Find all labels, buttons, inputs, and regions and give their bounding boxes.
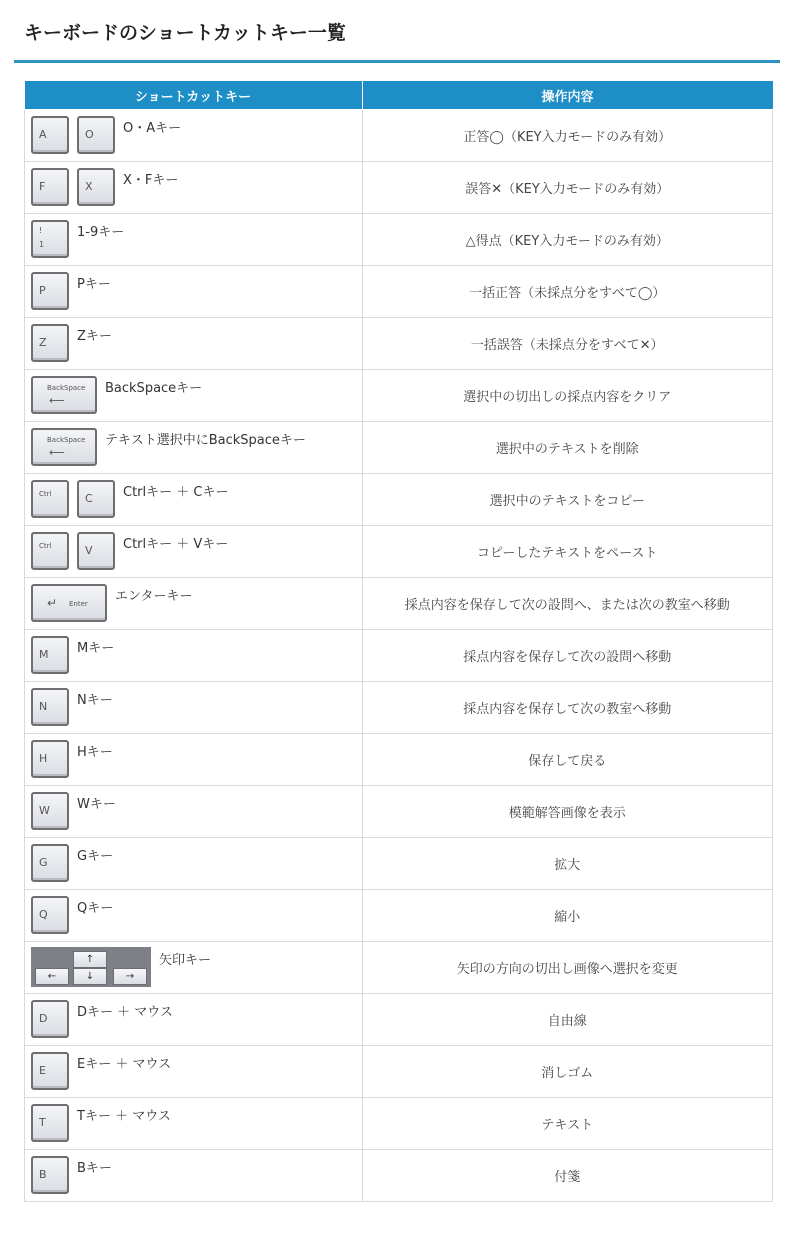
keycap-group xyxy=(31,220,69,258)
shortcut-key-cell xyxy=(25,786,363,838)
keycap-e-icon: E xyxy=(31,1052,69,1090)
shortcut-key-cell xyxy=(25,318,363,370)
operation-description: テキスト xyxy=(362,1098,773,1150)
shortcut-key-label: エンターキー xyxy=(115,589,193,604)
table-header-row xyxy=(25,81,773,110)
keycap-a-icon: A xyxy=(31,116,69,154)
shortcut-key-label: Dキー ＋ マウス xyxy=(77,1005,173,1020)
shortcut-key-label: Wキー xyxy=(77,797,116,812)
operation-description: 正答◯（KEY入力モードのみ有効） xyxy=(362,110,773,162)
operation-description: 誤答✕（KEY入力モードのみ有効） xyxy=(362,162,773,214)
keycap-group xyxy=(31,688,69,726)
keycap-group xyxy=(31,1052,69,1090)
operation-description: 採点内容を保存して次の教室へ移動 xyxy=(362,682,773,734)
keycap-b-icon: B xyxy=(31,1156,69,1194)
shortcut-key-label: Eキー ＋ マウス xyxy=(77,1057,172,1072)
shortcut-key-label: Zキー xyxy=(77,329,112,344)
keycap-ctrl-icon: Ctrl xyxy=(31,532,69,570)
operation-description: 選択中のテキストを削除 xyxy=(362,422,773,474)
arrow-right-key-icon: → xyxy=(113,968,147,985)
keycap-group xyxy=(31,1156,69,1194)
keycap-group xyxy=(31,636,69,674)
keycap-o-icon: O xyxy=(77,116,115,154)
shortcut-key-cell xyxy=(25,942,363,994)
shortcut-key-cell xyxy=(25,214,363,266)
title-divider xyxy=(14,60,780,63)
table-row xyxy=(25,162,773,214)
keycap-group xyxy=(31,1000,69,1038)
operation-description: 選択中のテキストをコピー xyxy=(362,474,773,526)
table-row xyxy=(25,630,773,682)
table-row xyxy=(25,1046,773,1098)
shortcut-key-label: O・Aキー xyxy=(123,121,182,136)
keycap-group xyxy=(31,168,115,206)
operation-description: 保存して戻る xyxy=(362,734,773,786)
keycap-z-icon: Z xyxy=(31,324,69,362)
shortcut-key-label: Gキー xyxy=(77,849,114,864)
arrow-down-key-icon: ↓ xyxy=(73,968,107,985)
keycap-group xyxy=(31,896,69,934)
keycap-w-icon: W xyxy=(31,792,69,830)
shortcut-key-cell xyxy=(25,682,363,734)
keycap-p-icon: P xyxy=(31,272,69,310)
keycap-group xyxy=(31,272,69,310)
operation-description: 自由線 xyxy=(362,994,773,1046)
table-row xyxy=(25,474,773,526)
operation-description: 消しゴム xyxy=(362,1046,773,1098)
shortcut-key-label: Tキー ＋ マウス xyxy=(77,1109,171,1124)
shortcut-key-cell xyxy=(25,890,363,942)
keycap-h-icon: H xyxy=(31,740,69,778)
keycap-group xyxy=(31,324,69,362)
keycap-x-icon: X xyxy=(77,168,115,206)
keycap-f-icon: F xyxy=(31,168,69,206)
table-row xyxy=(25,1150,773,1202)
shortcut-key-cell xyxy=(25,110,363,162)
shortcut-key-label: BackSpaceキー xyxy=(105,381,203,396)
keycap-v-icon: V xyxy=(77,532,115,570)
shortcut-key-cell xyxy=(25,734,363,786)
shortcut-key-cell xyxy=(25,1046,363,1098)
keycap-group xyxy=(31,376,97,414)
keycap-c-icon: C xyxy=(77,480,115,518)
table-row xyxy=(25,578,773,630)
shortcut-key-label: 矢印キー xyxy=(159,953,212,968)
keycap-group xyxy=(31,1104,69,1142)
keycap-m-icon: M xyxy=(31,636,69,674)
operation-description: 付箋 xyxy=(362,1150,773,1202)
table-row xyxy=(25,110,773,162)
shortcut-key-label: Qキー xyxy=(77,901,114,916)
page-title: キーボードのショートカットキー一覧 xyxy=(24,22,346,44)
shortcut-key-cell xyxy=(25,474,363,526)
shortcut-key-cell xyxy=(25,1150,363,1202)
arrow-keys-icon xyxy=(31,947,151,987)
keycap-group xyxy=(31,116,115,154)
operation-description: 一括誤答（未採点分をすべて✕） xyxy=(362,318,773,370)
shortcut-table xyxy=(24,81,773,1202)
shortcut-key-cell xyxy=(25,370,363,422)
keycap-1-icon: ! 1 xyxy=(31,220,69,258)
column-header-shortcut-key: ショートカットキー xyxy=(25,81,363,110)
shortcut-key-label: Hキー xyxy=(77,745,113,760)
keycap-group xyxy=(31,428,97,466)
shortcut-key-label: Nキー xyxy=(77,693,113,708)
keycap-group xyxy=(31,584,107,622)
keycap-q-icon: Q xyxy=(31,896,69,934)
shortcut-key-label: X・Fキー xyxy=(123,173,179,188)
keycap-d-icon: D xyxy=(31,1000,69,1038)
keycap-g-icon: G xyxy=(31,844,69,882)
shortcut-key-cell xyxy=(25,422,363,474)
shortcut-key-label: Ctrlキー ＋ Vキー xyxy=(123,537,229,552)
operation-description: 縮小 xyxy=(362,890,773,942)
table-row xyxy=(25,838,773,890)
shortcut-key-label: テキスト選択中にBackSpaceキー xyxy=(105,433,306,448)
operation-description: 採点内容を保存して次の設問へ、または次の教室へ移動 xyxy=(362,578,773,630)
shortcut-key-cell xyxy=(25,994,363,1046)
shortcut-key-label: Ctrlキー ＋ Cキー xyxy=(123,485,229,500)
operation-description: 模範解答画像を表示 xyxy=(362,786,773,838)
shortcut-key-cell xyxy=(25,578,363,630)
table-row xyxy=(25,318,773,370)
shortcut-key-cell xyxy=(25,1098,363,1150)
shortcut-key-label: Mキー xyxy=(77,641,115,656)
shortcut-key-cell xyxy=(25,630,363,682)
keycap-group xyxy=(31,480,115,518)
arrow-left-key-icon: ← xyxy=(35,968,69,985)
table-row xyxy=(25,786,773,838)
table-row xyxy=(25,214,773,266)
keycap-group xyxy=(31,844,69,882)
table-row xyxy=(25,890,773,942)
shortcut-key-cell xyxy=(25,526,363,578)
table-row xyxy=(25,682,773,734)
keycap-backspace-icon: BackSpace ⟵ xyxy=(31,376,97,414)
operation-description: 採点内容を保存して次の設問へ移動 xyxy=(362,630,773,682)
shortcut-key-label: 1-9キー xyxy=(77,225,125,240)
keycap-group xyxy=(31,532,115,570)
table-row xyxy=(25,266,773,318)
column-header-operation: 操作内容 xyxy=(362,81,773,110)
shortcut-key-cell xyxy=(25,838,363,890)
table-row xyxy=(25,1098,773,1150)
keycap-backspace-icon: BackSpace ⟵ xyxy=(31,428,97,466)
operation-description: 選択中の切出しの採点内容をクリア xyxy=(362,370,773,422)
keycap-n-icon: N xyxy=(31,688,69,726)
shortcut-key-label: Bキー xyxy=(77,1161,112,1176)
operation-description: 矢印の方向の切出し画像へ選択を変更 xyxy=(362,942,773,994)
table-row xyxy=(25,526,773,578)
table-row xyxy=(25,422,773,474)
arrow-up-key-icon: ↑ xyxy=(73,951,107,968)
keycap-enter-icon: ↵ Enter xyxy=(31,584,107,622)
table-row xyxy=(25,734,773,786)
keycap-ctrl-icon: Ctrl xyxy=(31,480,69,518)
operation-description: 一括正答（未採点分をすべて◯） xyxy=(362,266,773,318)
shortcut-key-label: Pキー xyxy=(77,277,111,292)
shortcut-key-cell xyxy=(25,162,363,214)
keycap-group xyxy=(31,740,69,778)
keycap-group xyxy=(31,792,69,830)
operation-description: 拡大 xyxy=(362,838,773,890)
operation-description: △得点（KEY入力モードのみ有効） xyxy=(362,214,773,266)
table-row xyxy=(25,942,773,994)
shortcut-key-cell xyxy=(25,266,363,318)
operation-description: コピーしたテキストをペースト xyxy=(362,526,773,578)
table-row xyxy=(25,370,773,422)
keycap-t-icon: T xyxy=(31,1104,69,1142)
table-row xyxy=(25,994,773,1046)
